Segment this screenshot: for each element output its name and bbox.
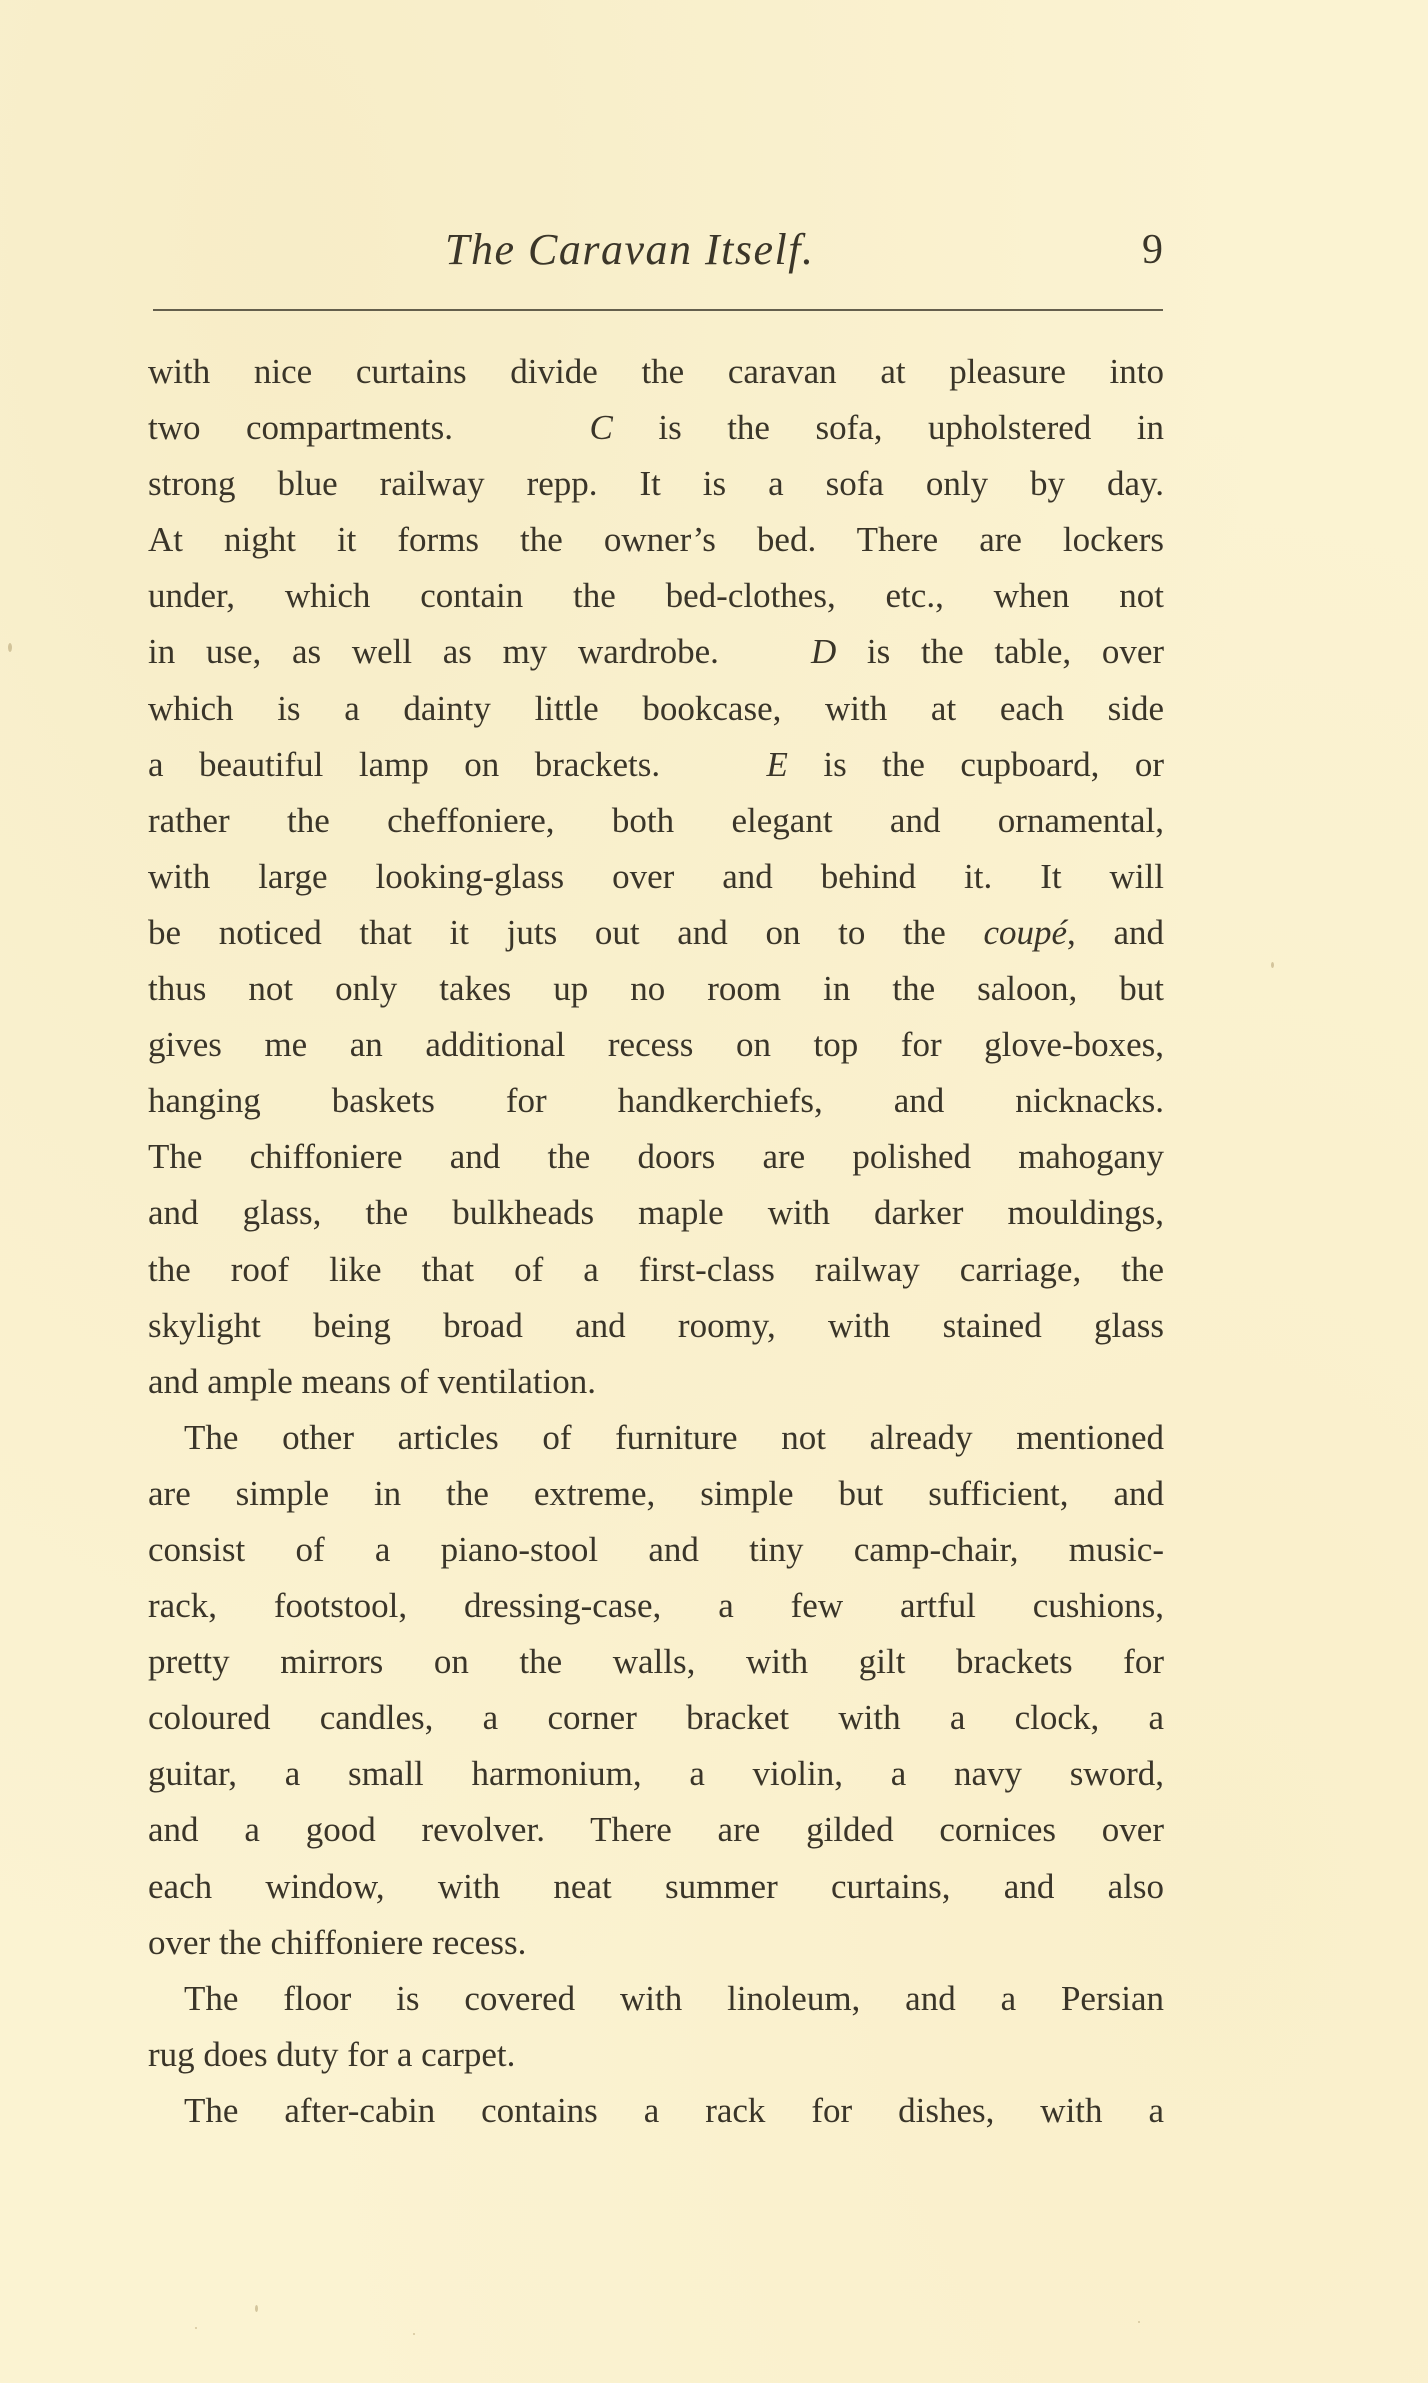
text-line: rather the cheffoniere, both elegant and ornamental, [148,800,1164,840]
text-line: the roof like that of a first-class railway carriage, the [148,1249,1164,1289]
text-line: The chiffoniere and the doors are polished mahogany [148,1137,1164,1177]
paragraph-3 [148,1971,1164,2083]
body-text [148,344,1164,2139]
text-line: each window, with neat summer curtains, and also [148,1866,1164,1906]
text-fragment: is the table, over [866,632,1165,672]
text-line: over the chiffoniere recess. [148,1922,527,1962]
paragraph-2 [148,1410,1164,1971]
text-line: and ample means of ventilation. [148,1361,597,1401]
text-line: The floor is covered with linoleum, and a Persian [184,1978,1164,2018]
italic-letter: C [589,408,613,448]
text-line: thus not only takes up no room in the saloon, but [148,969,1164,1009]
italic-letter: D [810,632,837,672]
text-line: guitar, a small harmonium, a violin, a navy sword, [148,1754,1164,1794]
text-line: strong blue railway repp. It is a sofa only by day. [148,464,1164,504]
text-line: skylight being broad and roomy, with stained glass [148,1305,1164,1345]
text-fragment: be noticed that it juts out and on to the [148,912,946,952]
text-line: coloured candles, a corner bracket with a clock, a [148,1698,1164,1738]
running-title: The Caravan Itself. [445,225,815,274]
paper-speck [1138,2321,1140,2323]
text-line: At night it forms the owner’s bed. There are lockers [148,520,1164,560]
running-head [153,222,1163,278]
text-line [148,737,1164,793]
paper-speck [413,2333,415,2335]
text-line: The after-cabin contains a rack for dishes, with a [184,2090,1164,2130]
text-line: gives me an additional recess on top for glove-boxes, [148,1025,1164,1065]
text-line: are simple in the extreme, simple but sufficient, and [148,1473,1164,1513]
text-line: The other articles of furniture not already mentioned [184,1417,1164,1457]
paper-speck [8,643,12,652]
paragraph-4 [148,2083,1164,2139]
text-line: and a good revolver. There are gilded cornices over [148,1810,1164,1850]
paragraph-1 [148,344,1164,1410]
paper-speck [255,2305,258,2312]
paper-speck [195,2327,197,2329]
text-line: which is a dainty little bookcase, with at each side [148,688,1164,728]
text-line: rack, footstool, dressing-case, a few artful cushions, [148,1586,1164,1626]
text-line: under, which contain the bed-clothes, etc., when not [148,576,1164,616]
text-fragment: is the sofa, upholstered in [658,408,1165,448]
italic-letter: E [766,744,788,784]
text-line: pretty mirrors on the walls, with gilt brackets for [148,1642,1164,1682]
italic-word-coupe: coupé [983,912,1068,952]
page-number: 9 [1142,227,1163,273]
text-fragment: , and [1067,912,1164,952]
text-line [148,905,1164,961]
text-fragment: is the cupboard, or [823,744,1164,784]
text-line: hanging baskets for handkerchiefs, and nicknacks. [148,1081,1164,1121]
text-line: with nice curtains divide the caravan at pleasure into [148,352,1164,391]
text-fragment: two compartments. [148,408,454,448]
text-fragment: a beautiful lamp on brackets. [148,744,661,784]
header-rule [153,309,1163,311]
text-fragment: in use, as well as my wardrobe. [148,632,719,672]
text-line: rug does duty for a carpet. [148,2034,516,2074]
text-line: with large looking-glass over and behind it. It will [148,856,1164,896]
text-line [148,400,1164,456]
text-line [148,624,1164,680]
text-line: consist of a piano-stool and tiny camp-chair, music- [148,1529,1164,1569]
text-line: and glass, the bulkheads maple with darker mouldings, [148,1193,1164,1233]
paper-speck [1271,962,1274,968]
